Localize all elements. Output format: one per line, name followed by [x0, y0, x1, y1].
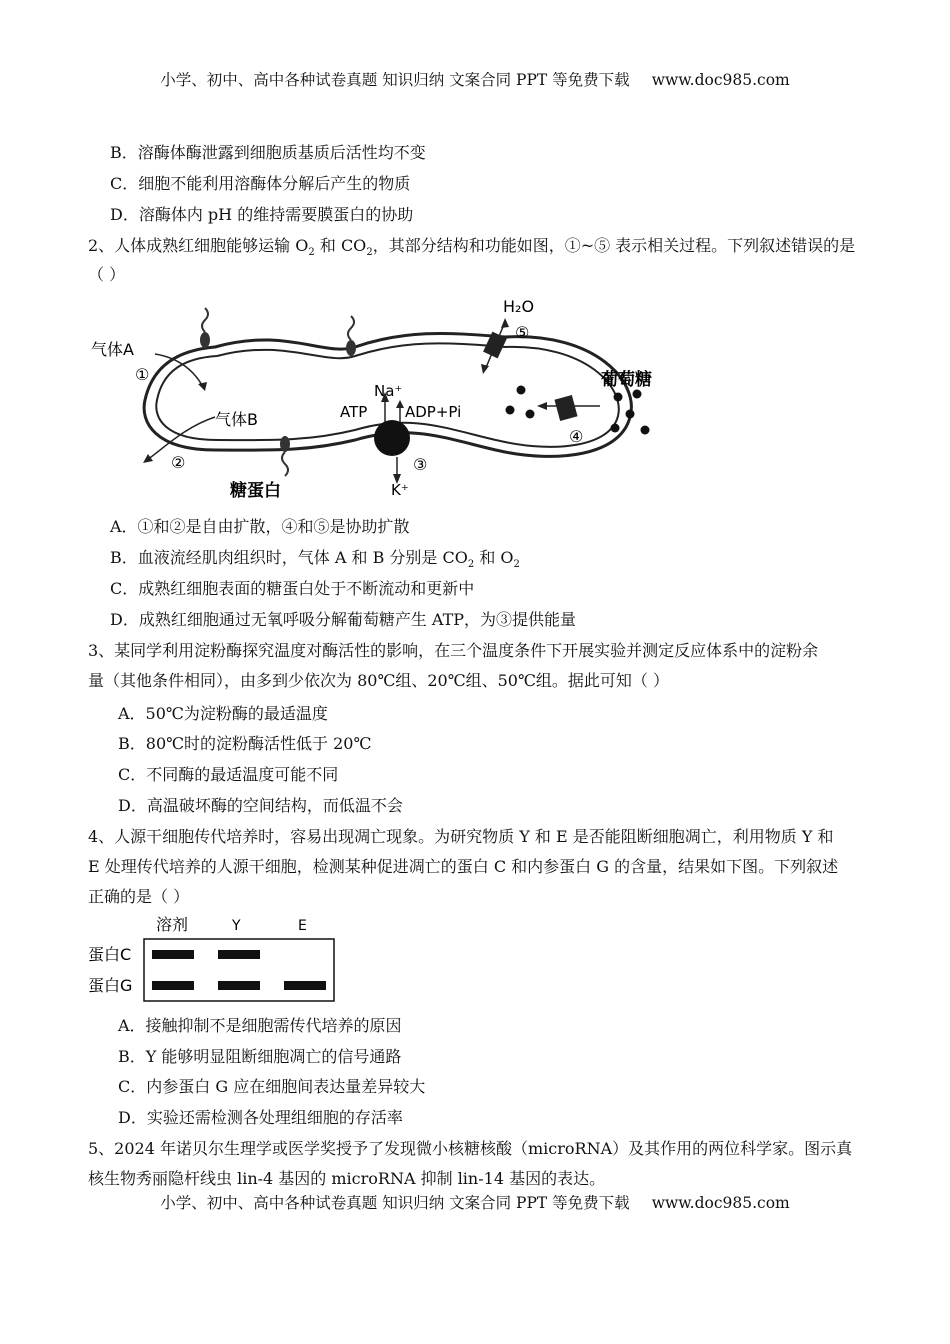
q4-stem-line1: 4、人源干细胞传代培养时，容易出现凋亡现象。为研究物质 Y 和 E 是否能阻断细胞凋亡，利用物质 Y 和: [88, 827, 834, 846]
q4-stem-line2: E 处理传代培养的人源干细胞，检测某种促进凋亡的蛋白 C 和内参蛋白 G 的含量，结果如下图。下列叙述: [88, 857, 839, 876]
rbc-membrane-diagram: [85, 292, 705, 502]
footer-text: 小学、初中、高中各种试卷真题 知识归纳 文案合同 PPT 等免费下载: [160, 1194, 630, 1212]
glycoprotein-top-1-icon: [200, 308, 210, 348]
q4-option-a: A．接触抑制不是细胞需传代培养的原因: [118, 1016, 402, 1035]
q4-option-b: B．Y 能够明显阻断细胞凋亡的信号通路: [118, 1047, 402, 1066]
glucose-transporter-icon: [537, 395, 600, 421]
glycoprotein-top-2-icon: [346, 316, 356, 356]
glucose-label: 葡萄糖: [601, 370, 652, 390]
q2-stem: 2、人体成熟红细胞能够运输 $O_2$ 和 $CO_2$，其部分结构和功能如图，①~⑤ 表示相关过程。下列叙述错误的是: [88, 236, 856, 259]
q5-stem-line2: 核生物秀丽隐杆线虫 lin-4 基因的 microRNA 抑制 lin-14 基因的表达。: [88, 1169, 606, 1188]
q2-answer-paren: （ ）: [88, 265, 126, 284]
q1-option-d: D．溶酶体内 pH 的维持需要膜蛋白的协助: [110, 205, 414, 224]
process-4-label: ④: [569, 427, 584, 446]
band-g-solvent: [152, 981, 194, 990]
gel-column-y: Y: [232, 918, 241, 934]
sodium-potassium-pump-icon: [374, 420, 410, 456]
western-blot-figure: [86, 912, 346, 1004]
gas-a-label: 气体A: [91, 340, 134, 359]
q1-option-c: C．细胞不能利用溶酶体分解后产生的物质: [110, 174, 411, 193]
process-5-label: ⑤: [515, 323, 530, 342]
q3-option-d: D．高温破坏酶的空间结构，而低温不会: [118, 796, 403, 815]
water-label: H₂O: [503, 297, 535, 316]
process-2-label: ②: [171, 453, 186, 472]
q3-stem-line2: 量（其他条件相同），由多到少依次为 80℃组、20℃组、50℃组。据此可知（ ）: [88, 671, 669, 690]
header-url[interactable]: www.doc985.com: [651, 71, 790, 89]
q3-stem-line1: 3、某同学利用淀粉酶探究温度对酶活性的影响，在三个温度条件下开展实验并测定反应体系中的淀粉余: [88, 641, 819, 660]
band-g-y: [218, 981, 260, 990]
q2-option-c: C．成熟红细胞表面的糖蛋白处于不断流动和更新中: [110, 579, 475, 598]
potassium-label: K⁺: [391, 481, 409, 499]
atp-label: ATP: [340, 403, 368, 421]
gel-column-e: E: [298, 918, 307, 934]
gas-b-label: 气体B: [215, 410, 258, 429]
process-1-label: ①: [135, 365, 150, 384]
gel-column-solvent: 溶剂: [156, 915, 189, 934]
band-g-e: [284, 981, 326, 990]
q2-option-b: B．血液流经肌肉组织时，气体 A 和 B 分别是 $CO_2$ 和 $O_2$: [110, 548, 520, 571]
page-footer: [0, 1191, 950, 1213]
adp-label: ADP+Pi: [405, 403, 462, 421]
q2-option-d: D．成熟红细胞通过无氧呼吸分解葡萄糖产生 ATP，为③提供能量: [110, 610, 577, 629]
sodium-label: Na⁺: [374, 382, 403, 400]
header-text: 小学、初中、高中各种试卷真题 知识归纳 文案合同 PPT 等免费下载: [160, 71, 630, 89]
footer-url[interactable]: www.doc985.com: [651, 1194, 790, 1212]
process-3-label: ③: [413, 455, 428, 474]
q2-option-a: A．①和②是自由扩散，④和⑤是协助扩散: [110, 517, 410, 536]
q3-option-a: A．50℃为淀粉酶的最适温度: [118, 704, 328, 723]
gel-frame: [144, 939, 334, 1001]
band-c-solvent: [152, 950, 194, 959]
glycoprotein-label: 糖蛋白: [230, 481, 281, 501]
q3-option-c: C．不同酶的最适温度可能不同: [118, 765, 339, 784]
q1-option-b: B．溶酶体酶泄露到细胞质基质后活性均不变: [110, 143, 426, 162]
gel-row-protein-g: 蛋白G: [88, 976, 133, 995]
q3-option-b: B．80℃时的淀粉酶活性低于 20℃: [118, 734, 372, 753]
q4-stem-line3: 正确的是（ ）: [88, 887, 190, 906]
q4-option-d: D．实验还需检测各处理组细胞的存活率: [118, 1108, 403, 1127]
page-header: [0, 68, 950, 90]
band-c-y: [218, 950, 260, 959]
glycoprotein-bottom-icon: [280, 436, 290, 476]
q5-stem-line1: 5、2024 年诺贝尔生理学或医学奖授予了发现微小核糖核酸（microRNA）及其作用的两位科学家。图示真: [88, 1139, 853, 1158]
q4-option-c: C．内参蛋白 G 应在细胞间表达量差异较大: [118, 1077, 426, 1096]
glucose-molecules-inside: [506, 386, 535, 419]
gel-row-protein-c: 蛋白C: [88, 945, 132, 964]
